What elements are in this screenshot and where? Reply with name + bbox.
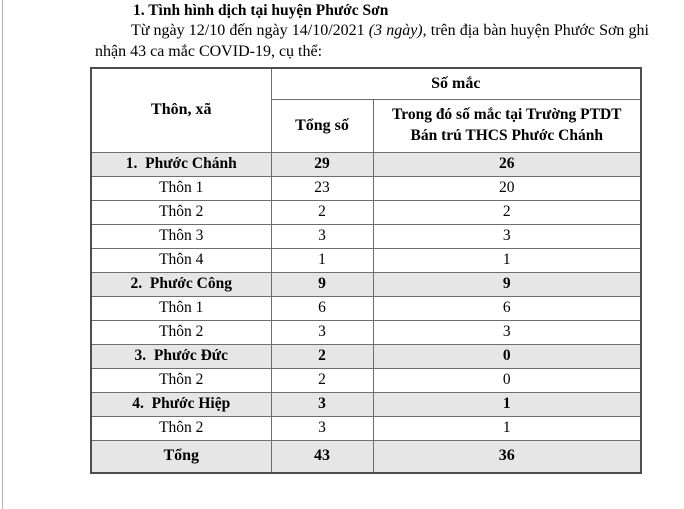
column-header-school-cases: Trong đó số mắc tại Trường PTDT Bán trú THCS Phước Chánh — [373, 99, 641, 152]
cell-school: 3 — [373, 320, 641, 344]
table-row-sub — [91, 200, 641, 224]
table-row-sub — [91, 416, 641, 440]
cell-label: Thôn 1 — [91, 296, 271, 320]
cell-label: Tổng — [91, 440, 271, 473]
cell-school: 1 — [373, 416, 641, 440]
intro-text-after-italic: , trên địa bàn huyện Phước Sơn ghi — [422, 22, 649, 39]
cell-total: 3 — [271, 320, 373, 344]
intro-italic-duration: (3 ngày) — [368, 22, 423, 39]
cell-label: Thôn 2 — [91, 368, 271, 392]
cell-school: 1 — [373, 392, 641, 416]
page-edge-line — [2, 0, 3, 509]
table-row-sub — [91, 176, 641, 200]
cell-school: 0 — [373, 368, 641, 392]
cell-label: 4. Phước Hiệp — [91, 392, 271, 416]
cell-total: 2 — [271, 200, 373, 224]
cell-school: 9 — [373, 272, 641, 296]
table-row-sub — [91, 296, 641, 320]
cell-school: 20 — [373, 176, 641, 200]
cell-total: 3 — [271, 224, 373, 248]
covid-cases-table — [90, 67, 642, 474]
table-row-sub — [91, 224, 641, 248]
cell-total: 6 — [271, 296, 373, 320]
cell-label: 2. Phước Công — [91, 272, 271, 296]
cell-school: 36 — [373, 440, 641, 473]
cell-total: 29 — [271, 152, 373, 176]
cell-school: 3 — [373, 224, 641, 248]
cell-total: 23 — [271, 176, 373, 200]
intro-line-2: nhận 43 ca mắc COVID-19, cụ thể: — [95, 42, 323, 60]
cell-school: 1 — [373, 248, 641, 272]
cell-school: 0 — [373, 344, 641, 368]
intro-text-before-italic: Từ ngày 12/10 đến ngày 14/10/2021 — [131, 22, 369, 39]
table-row-sub — [91, 368, 641, 392]
cell-total: 2 — [271, 368, 373, 392]
table-body — [91, 152, 641, 473]
cell-school: 2 — [373, 200, 641, 224]
cell-label: 3. Phước Đức — [91, 344, 271, 368]
column-header-location: Thôn, xã — [91, 68, 271, 152]
table-row-sub — [91, 320, 641, 344]
cell-school: 6 — [373, 296, 641, 320]
section-heading: 1. Tình hình dịch tại huyện Phước Sơn — [133, 2, 389, 19]
cell-total: 2 — [271, 344, 373, 368]
column-header-total: Tổng số — [271, 99, 373, 152]
header-row-1 — [91, 68, 641, 99]
column-header-cases-group: Số mắc — [271, 68, 641, 99]
cell-label: Thôn 4 — [91, 248, 271, 272]
table-row-group — [91, 272, 641, 296]
table-row-sub — [91, 248, 641, 272]
intro-line-1 — [95, 21, 649, 42]
cell-label: Thôn 1 — [91, 176, 271, 200]
table-header — [91, 68, 641, 152]
cell-total: 1 — [271, 248, 373, 272]
table-row-group — [91, 152, 641, 176]
table-row-group — [91, 392, 641, 416]
table-row-total — [91, 440, 641, 473]
cell-total: 3 — [271, 416, 373, 440]
cell-label: Thôn 3 — [91, 224, 271, 248]
cell-label: Thôn 2 — [91, 200, 271, 224]
cell-total: 3 — [271, 392, 373, 416]
table-row-group — [91, 344, 641, 368]
cell-total: 43 — [271, 440, 373, 473]
cell-label: Thôn 2 — [91, 416, 271, 440]
intro-paragraph — [95, 21, 649, 62]
cell-label: Thôn 2 — [91, 320, 271, 344]
cell-label: 1. Phước Chánh — [91, 152, 271, 176]
cell-total: 9 — [271, 272, 373, 296]
cell-school: 26 — [373, 152, 641, 176]
